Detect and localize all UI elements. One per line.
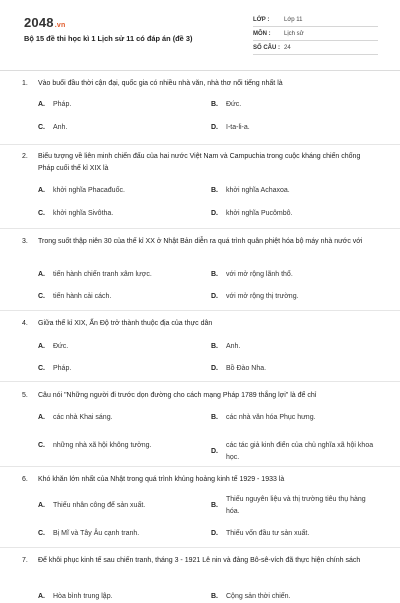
option-letter: B. [211, 414, 218, 421]
option-text: Pháp. [53, 365, 72, 372]
question-divider [0, 466, 400, 467]
question-number: 5. [22, 392, 28, 399]
option-text: khởi nghĩa Phacađuốc. [53, 187, 125, 194]
question-text: Trong suốt thập niên 30 của thế kỉ XX ở Nhật Bản diễn ra quá trình quân phiệt hóa bộ máy nhà nước với [38, 238, 363, 245]
option-letter: A. [38, 101, 45, 108]
question-text: Để khôi phục kinh tế sau chiến tranh, tháng 3 - 1921 Lê nin và đảng Bô-sê-vích đã thực hiện chính sách [38, 557, 361, 564]
meta-class-label: LỚP : [253, 17, 270, 23]
option-letter: A. [38, 593, 45, 600]
option-text: Bồ Đào Nha. [226, 365, 267, 372]
question-number: 4. [22, 320, 28, 327]
meta-divider [253, 54, 378, 55]
option-letter: C. [38, 530, 45, 537]
option-letter: B. [211, 187, 218, 194]
option-text: Anh. [53, 124, 68, 131]
option-text: Thiếu nhân công để sản xuất. [53, 502, 146, 509]
meta-class-value: Lớp 11 [284, 17, 303, 23]
question-number: 1. [22, 80, 28, 87]
option-letter: B. [211, 271, 218, 278]
option-letter: C. [38, 210, 45, 217]
option-letter: B. [211, 101, 218, 108]
option-letter: B. [211, 502, 218, 509]
option-letter: D. [211, 365, 218, 372]
option-text: với mở rộng lãnh thổ. [226, 271, 293, 278]
question-divider [0, 547, 400, 548]
question-text: Giữa thế kỉ XIX, Ấn Độ trở thành thuộc địa của thực dân [38, 320, 213, 327]
option-text: với mở rộng thị trường. [226, 293, 299, 300]
option-text: Thiếu vốn đầu tư sản xuất. [226, 530, 310, 537]
option-text: Đức. [53, 343, 69, 350]
option-text: Pháp. [53, 101, 72, 108]
option-letter: D. [211, 124, 218, 131]
logo-sub: .vn [54, 22, 66, 29]
question-number: 6. [22, 476, 28, 483]
question-number: 2. [22, 153, 28, 160]
option-letter: C. [38, 442, 45, 449]
option-text: Bị Mĩ và Tây Âu cạnh tranh. [53, 530, 140, 537]
question-text: Câu nói "Những người đi trước dọn đường cho cách mạng Pháp 1789 thắng lợi" là để chỉ [38, 392, 317, 399]
question-divider [0, 144, 400, 145]
option-text: Thiếu nguyên liệu và thị trường tiêu thụ hàng hóa. [226, 496, 366, 515]
option-text: các tác giả kinh điển của chủ nghĩa xã hội khoa học. [226, 442, 374, 461]
question-text: Khó khăn lớn nhất của Nhật trong quá trình khủng hoảng kinh tế 1929 - 1933 là [38, 476, 285, 483]
page-title: Bộ 15 đề thi học kì 1 Lịch sử 11 có đáp án (đề 3) [24, 34, 193, 43]
header-divider [0, 70, 400, 71]
option-letter: D. [211, 530, 218, 537]
option-text: Cộng sản thời chiến. [226, 593, 291, 600]
option-letter: D. [211, 448, 218, 455]
option-letter: B. [211, 593, 218, 600]
option-text: những nhà xã hội không tưởng. [53, 442, 152, 449]
option-letter: B. [211, 343, 218, 350]
option-text: Đức. [226, 101, 242, 108]
logo-main: 2048 [24, 15, 54, 30]
meta-divider [253, 40, 378, 41]
question-divider [0, 310, 400, 311]
option-text: I-ta-li-a. [226, 124, 250, 131]
meta-subject-value: Lịch sử [284, 31, 304, 37]
question-divider [0, 228, 400, 229]
question-text: Vào buổi đầu thời cận đại, quốc gia có nhiều nhà văn, nhà thơ nổi tiếng nhất là [38, 80, 283, 87]
option-text: Hòa bình trung lập. [53, 593, 113, 600]
option-letter: D. [211, 293, 218, 300]
meta-count-label: SỐ CÂU : [253, 45, 280, 51]
option-letter: A. [38, 187, 45, 194]
question-number: 7. [22, 557, 28, 564]
meta-subject-label: MÔN : [253, 31, 271, 37]
option-letter: A. [38, 414, 45, 421]
option-letter: A. [38, 343, 45, 350]
option-text: các nhà văn hóa Phục hưng. [226, 414, 316, 421]
option-text: tiến hành cải cách. [53, 293, 112, 300]
option-letter: A. [38, 271, 45, 278]
page-header [0, 0, 400, 72]
option-text: khởi nghĩa Sivôtha. [53, 210, 114, 217]
option-letter: A. [38, 502, 45, 509]
option-text: Anh. [226, 343, 241, 350]
question-divider [0, 381, 400, 382]
option-text: các nhà Khai sáng. [53, 414, 113, 421]
meta-divider [253, 26, 378, 27]
option-letter: C. [38, 365, 45, 372]
option-letter: C. [38, 124, 45, 131]
option-text: khởi nghĩa Pucômbô. [226, 210, 293, 217]
option-letter: D. [211, 210, 218, 217]
question-text: Biểu tượng về liên minh chiến đấu của hai nước Việt Nam và Campuchia trong cuộc kháng chiến chống Pháp cuối thế kỉ XIX là [38, 153, 361, 172]
site-logo[interactable] [24, 15, 65, 30]
meta-count-value: 24 [284, 45, 291, 51]
option-text: khởi nghĩa Achaxoa. [226, 187, 290, 194]
option-text: tiến hành chiến tranh xâm lược. [53, 271, 152, 278]
question-number: 3. [22, 238, 28, 245]
option-letter: C. [38, 293, 45, 300]
